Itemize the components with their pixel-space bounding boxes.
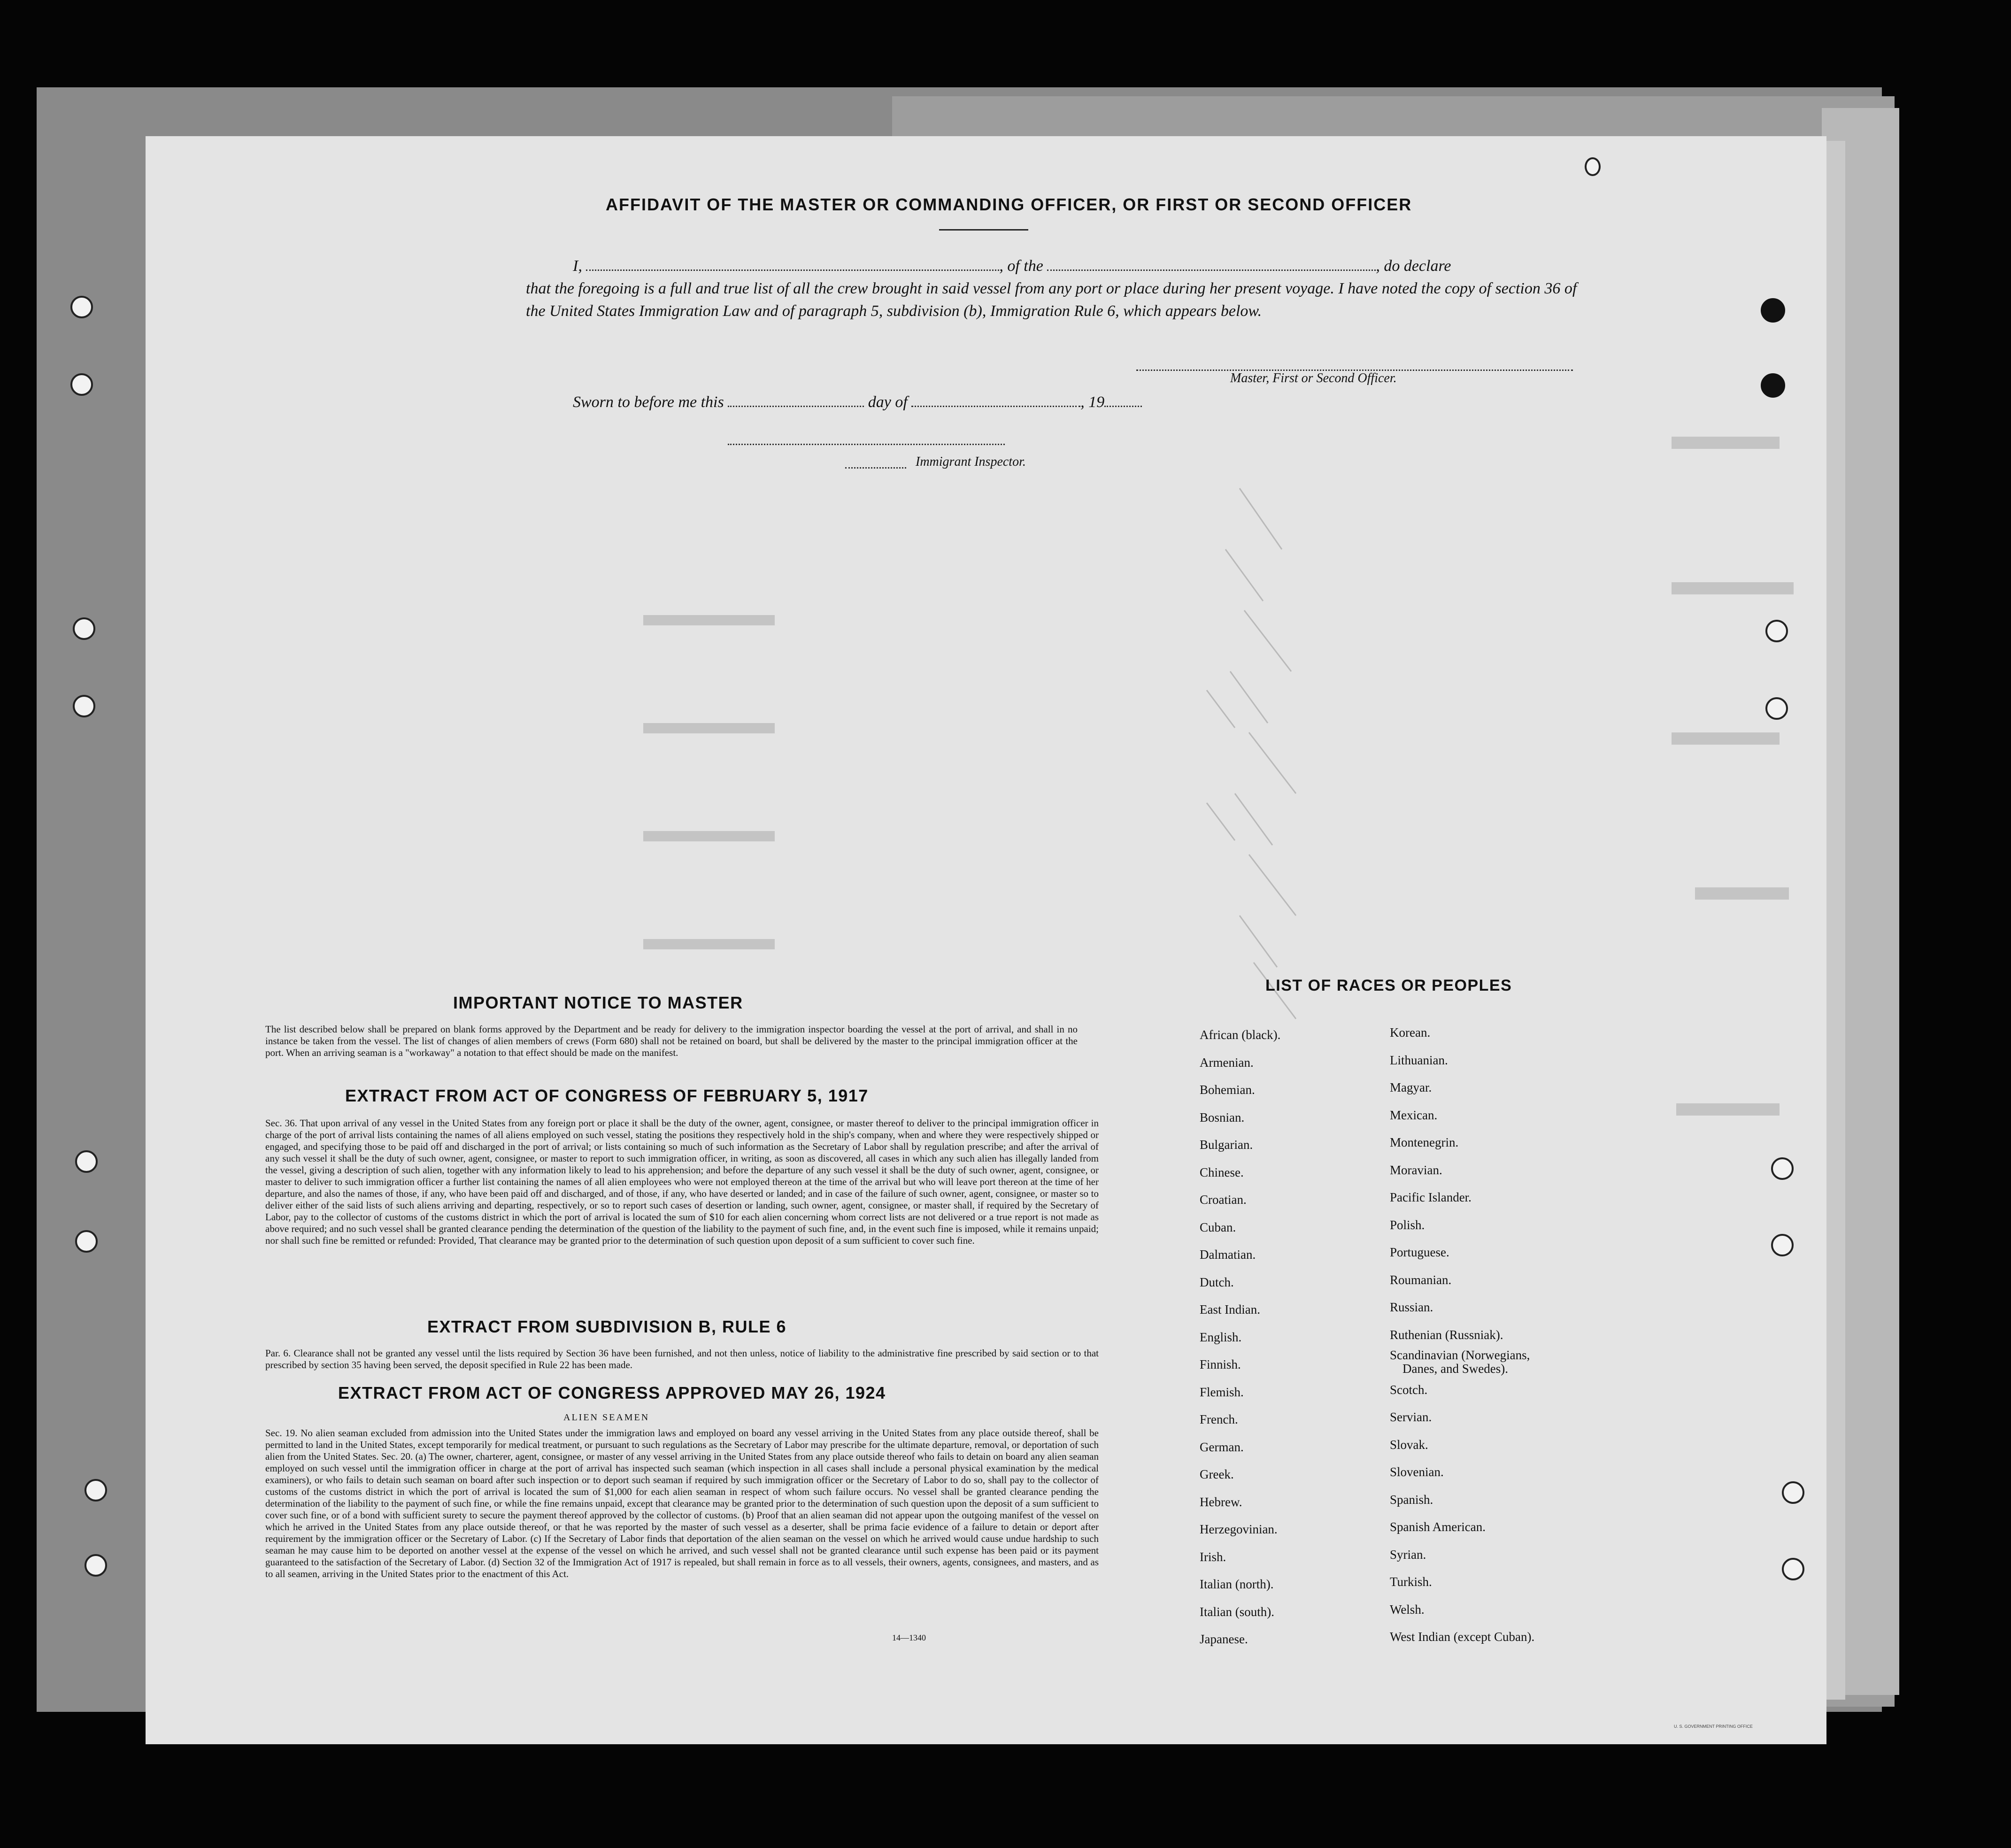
race-item: German. (1200, 1440, 1244, 1454)
punch-hole-icon (85, 1479, 107, 1502)
ghost-block-6 (643, 615, 775, 625)
races-title: LIST OF RACES OR PEOPLES (1265, 977, 1512, 994)
punch-hole-icon (70, 296, 93, 318)
race-item: French. (1200, 1412, 1238, 1426)
race-item: Slovenian. (1390, 1465, 1444, 1479)
ghost-tick-3 (1207, 690, 1235, 840)
race-item: Greek. (1200, 1467, 1234, 1481)
sworn-year: , 19 (1080, 393, 1105, 411)
ghost-block-9 (643, 939, 775, 949)
race-item: Turkish. (1390, 1575, 1432, 1589)
extract-rule6-title: EXTRACT FROM SUBDIVISION B, RULE 6 (427, 1317, 787, 1336)
inspector-signature-line-2 (845, 467, 906, 469)
printer-mark: U. S. GOVERNMENT PRINTING OFFICE (1674, 1724, 1753, 1729)
affidavit-of-the: , of the (999, 257, 1043, 275)
race-item: Syrian. (1390, 1547, 1426, 1562)
inspector-signature-line[interactable] (728, 444, 1005, 445)
sworn-prefix: Sworn to before me this (573, 393, 724, 411)
extract-1917-title: EXTRACT FROM ACT OF CONGRESS OF FEBRUARY 5, 1917 (345, 1086, 869, 1105)
races-list-right (1390, 1019, 1534, 1651)
affidavit-statement: that the foregoing is a full and true list of all the crew brought in said vessel from any port or place during her present voyage. I have noted the copy of section 36 of the United States Immigration Law and of paragraph 5, subdivision (b), Immigration Rule 6, which appears below. (526, 280, 1577, 320)
race-item: Italian (north). (1200, 1577, 1274, 1591)
ghost-block-4 (1695, 887, 1789, 900)
ghost-tick-1 (1240, 488, 1296, 1019)
sworn-month-field[interactable] (911, 393, 1080, 407)
race-item: Polish. (1390, 1217, 1425, 1232)
race-item: West Indian (except Cuban). (1390, 1630, 1535, 1644)
race-item: Mexican. (1390, 1108, 1438, 1122)
inspector-label: Immigrant Inspector. (916, 454, 1026, 469)
affidavit-i: I, (573, 257, 582, 275)
affidavit-body (526, 255, 1578, 323)
race-item: Ruthenian (Russniak). (1390, 1327, 1503, 1342)
notice-title: IMPORTANT NOTICE TO MASTER (453, 993, 743, 1012)
punch-hole-icon (75, 1230, 98, 1253)
race-item: Croatian. (1200, 1193, 1247, 1207)
race-item: English. (1200, 1330, 1242, 1344)
form-number: 14—1340 (892, 1633, 926, 1642)
punch-hole-icon (1585, 157, 1601, 176)
race-item: Korean. (1390, 1025, 1431, 1040)
race-item: Magyar. (1390, 1080, 1432, 1094)
race-item: Cuban. (1200, 1220, 1236, 1234)
race-item: Dalmatian. (1200, 1247, 1256, 1262)
race-item: Japanese. (1200, 1632, 1248, 1646)
race-item: Scotch. (1390, 1382, 1428, 1397)
ghost-block-8 (643, 831, 775, 841)
affidavit-line-1 (526, 255, 1578, 277)
vessel-field[interactable] (1047, 256, 1376, 271)
race-item: Italian (south). (1200, 1604, 1274, 1619)
affidavit-title: AFFIDAVIT OF THE MASTER OR COMMANDING OFFICER, OR FIRST OR SECOND OFFICER (606, 195, 1412, 214)
race-item: Finnish. (1200, 1357, 1241, 1371)
race-item: Spanish American. (1390, 1520, 1486, 1534)
punch-hole-icon (1765, 620, 1788, 642)
race-item: Armenian. (1200, 1055, 1254, 1070)
extract-1924-title: EXTRACT FROM ACT OF CONGRESS APPROVED MAY 26, 1924 (338, 1383, 886, 1402)
sworn-day-field[interactable] (728, 393, 864, 407)
race-item: Bohemian. (1200, 1083, 1255, 1097)
notice-text: The list described below shall be prepared on blank forms approved by the Department and be ready for delivery to the immigration inspector boarding the vessel at the port of arrival, and shall in no instance be taken from the vessel. The list of changes of alien members of crews (Form 680) shall not be retained on board, but shall be delivered by the master to the principal immigration officer at the port. When an arriving seaman is a "workaway" a notation to that effect should be made on the manifest. (265, 1024, 1078, 1058)
race-item: Chinese. (1200, 1165, 1244, 1179)
ghost-tick-2 (1225, 549, 1277, 967)
master-signature-label: Master, First or Second Officer. (1230, 371, 1397, 385)
punch-hole-icon (85, 1554, 107, 1577)
race-item: Lithuanian. (1390, 1053, 1448, 1067)
race-item: Dutch. (1200, 1275, 1234, 1289)
punch-hole-icon (1782, 1558, 1804, 1580)
punch-hole-icon (1771, 1157, 1794, 1180)
extract-rule6-text: Par. 6. Clearance shall not be granted any vessel until the lists required by Section 36 have been furnished, and not then unless, notice of liability to the administrative fine prescribed by said section or to that prescribed by section 35 having been served, the deposit specified in Rule 22 has been made. (265, 1348, 1099, 1371)
race-item: Spanish. (1390, 1492, 1433, 1507)
punch-hole-icon (75, 1150, 98, 1173)
race-item: Servian. (1390, 1410, 1432, 1424)
ghost-block-1 (1672, 437, 1780, 449)
affidavit-declare: , do declare (1376, 257, 1451, 275)
sworn-year-field[interactable] (1104, 393, 1142, 407)
race-item: Bosnian. (1200, 1110, 1245, 1124)
punch-hole-icon (1761, 373, 1785, 398)
manifest-back-page (146, 136, 1826, 1744)
race-item: Scandinavian (Norwegians, Danes, and Swedes). (1390, 1348, 1530, 1376)
punch-hole-icon (73, 617, 95, 640)
extract-1924-text: Sec. 19. No alien seaman excluded from admission into the United States under the immigration laws and employed on board any vessel arriving in the United States from any place outside thereof, shall be permitted to land in the United States, except temporarily for medical treatment, or pursuant to such regulations as the Secretary of Labor may prescribe for the ultimate departure, removal, or deportation of such alien from the United States. Sec. 20. (a) The owner, charterer, agent, consignee, or master of any vessel arriving in the United States from any place outside thereof who fails to detain on board any alien seaman employed on such vessel until the immigration officer in charge at the port of arrival has inspected such seaman (which inspection in all cases shall include a personal physical examination by the medical examiners), or who fails to detain such seaman on board after such inspection or to deport such seaman if required by such immigration officer or the Secretary of Labor to do so, shall pay to the collector of customs of the customs district in which the port of arrival is located the sum of $1,000 for each alien seaman in respect of whom such failure occurs. No vessel shall be granted clearance pending the determination of the liability to the payment of such fine, or while the fine remains unpaid, except that clearance may be granted prior to the determination of such question upon the deposit of a sum sufficient to cover such fine, or of a bond with sufficient surety to secure the payment thereof approved by the collector of customs. (b) Proof that an alien seaman did not appear upon the outgoing manifest of the vessel on which he arrived in the United States from any place outside thereof, or that he was reported by the master of such vessel as a deserter, shall be prima facie evidence of a failure to detain or deport after requirement by the immigration officer or the Secretary of Labor. (c) If the Secretary of Labor finds that deportation of the alien seaman on the vessel on which he arrived would cause undue hardship to such seaman he may cause him to be deported on another vessel at the expense of the vessel on which he arrived, and such vessel shall not be granted clearance until such expense has been paid or its payment guaranteed to the satisfaction of the Secretary of Labor. (d) Section 32 of the Immigration Act of 1917 is repealed, but shall remain in force as to all vessels, their owners, agents, consignees, and masters, and as to all seamen, arriving in the United States prior to the enactment of this Act. (265, 1427, 1099, 1579)
ghost-block-5 (1676, 1103, 1780, 1116)
race-item: Pacific Islander. (1390, 1190, 1472, 1204)
race-item: Slovak. (1390, 1437, 1428, 1452)
sworn-line (573, 393, 1142, 411)
race-item: Herzegovinian. (1200, 1522, 1278, 1536)
race-item: Russian. (1390, 1300, 1433, 1314)
punch-hole-icon (1765, 697, 1788, 720)
race-item: Moravian. (1390, 1163, 1442, 1177)
race-item: African (black). (1200, 1028, 1281, 1042)
name-field[interactable] (586, 256, 999, 271)
punch-hole-icon (70, 373, 93, 396)
race-item: Hebrew. (1200, 1494, 1242, 1509)
race-item: Roumanian. (1390, 1272, 1452, 1287)
punch-hole-icon (1771, 1234, 1794, 1256)
race-item: Montenegrin. (1390, 1135, 1459, 1149)
punch-hole-icon (1782, 1481, 1804, 1504)
ghost-block-2 (1672, 582, 1794, 594)
race-item: Welsh. (1390, 1602, 1425, 1617)
races-list-left (1200, 1021, 1280, 1653)
sworn-day-of: day of (868, 393, 908, 411)
race-item: Portuguese. (1390, 1245, 1449, 1259)
title-rule (939, 229, 1028, 231)
extract-1924-subtitle: ALIEN SEAMEN (563, 1412, 650, 1423)
ghost-block-7 (643, 723, 775, 733)
extract-1917-text: Sec. 36. That upon arrival of any vessel in the United States from any foreign port or place it shall be the duty of the owner, agent, consignee, or master thereof to deliver to the principal immigration officer in charge of the port of arrival lists containing the names of all aliens employed on such vessel, stating the positions they respectively hold in the ship's company, when and where they were respectively shipped or engaged, and specifying those to be paid off and discharged in the port of arrival; or lists containing so much of such information as the Secretary of Labor shall by regulation prescribe; and after the arrival of any such vessel it shall be the duty of such owner, agent, consignee, or master to report to such immigration officer, in writing, as soon as discovered, all cases in which any such alien has illegally landed from the vessel, giving a description of such alien, together with any information likely to lead to his apprehension; and before the departure of any such vessel it shall be the duty of such owner, agent, consignee, or master to deliver to such immigration officer a further list containing the names of all alien employees who were not employed thereon at the time of the arrival but who will leave port thereon at the time of her departure, and also the names of those, if any, who have been paid off and discharged, and of those, if any, who have deserted or landed; and in case of the failure of such owner, agent, consignee, or master so to deliver either of the said lists of such aliens arriving and departing, respectively, or so to report such cases of desertion or landing, such owner, agent, consignee, or master shall, if required by the Secretary of Labor, pay to the collector of customs of the customs district in which the port of arrival is located the sum of $10 for each alien concerning whom correct lists are not delivered or a true report is not made as above required; and no such vessel shall be granted clearance pending the determination of the question of the liability to the payment of such fine, and, in the event such fine is imposed, while it remains unpaid; nor shall such fine be remitted or refunded: Provided, That clearance may be granted prior to the determination of such question upon deposit of a sum sufficient to cover such fine. (265, 1117, 1099, 1246)
race-item: Flemish. (1200, 1385, 1244, 1399)
race-item: Irish. (1200, 1549, 1226, 1564)
ghost-block-3 (1672, 732, 1780, 745)
race-item: Bulgarian. (1200, 1138, 1253, 1152)
punch-hole-icon (73, 695, 95, 717)
punch-hole-icon (1761, 298, 1785, 323)
race-item: East Indian. (1200, 1302, 1260, 1317)
